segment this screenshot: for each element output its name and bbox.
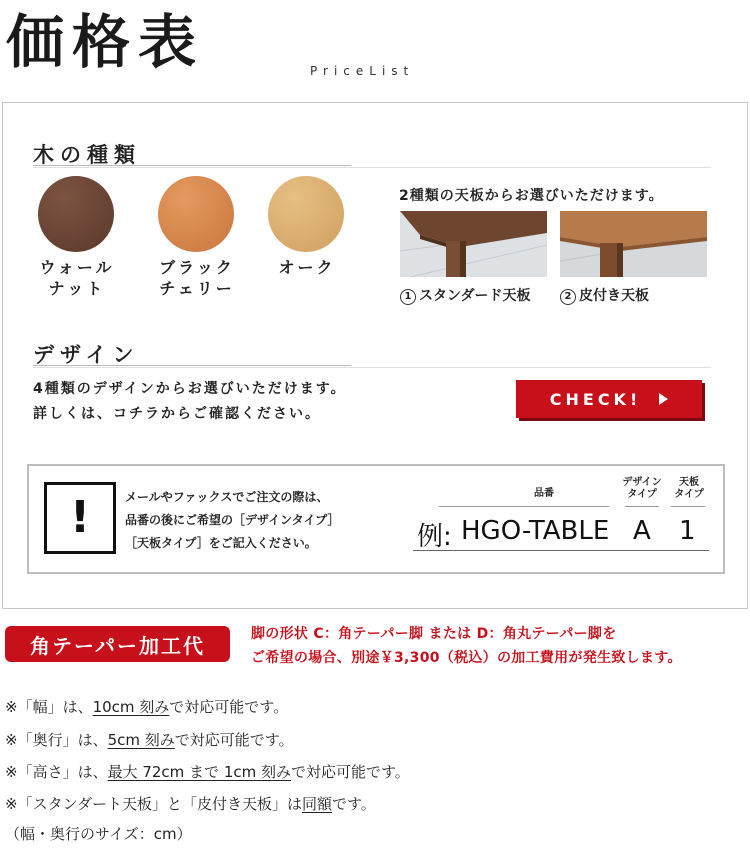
hinban-column-label: 品番 [534, 488, 554, 499]
footnote-depth: ※「奥行」は、5cm 刻みで対応可能です。 [5, 731, 294, 749]
design-heading: デザイン [33, 343, 140, 367]
black-cherry-swatch [158, 176, 234, 252]
walnut-label: ウォール ナット [39, 258, 115, 298]
example-prefix: 例: [417, 522, 452, 552]
bark-top-caption: 2 皮付き天板 [560, 285, 649, 305]
design-description: 4種類のデザインからお選びいただけます。 詳しくは、コチラからご確認ください。 [33, 381, 347, 422]
design-heading-rule-long [33, 367, 711, 368]
number-circle-2: 2 [560, 289, 576, 305]
standard-top-photo [400, 211, 547, 277]
standard-top-image [400, 211, 547, 277]
hinban-bracket [439, 506, 609, 507]
check-design-button[interactable] [516, 380, 702, 418]
design-heading-rule [33, 365, 351, 366]
top-types-note: 2種類の天板からお選びいただけます。 [399, 188, 664, 204]
footnote-same-price: ※「スタンダート天板」と「皮付き天板」は同額です。 [5, 795, 376, 813]
walnut-swatch [38, 176, 114, 252]
footnote-unit: （幅・奥行のサイズ：cm） [5, 825, 192, 843]
taper-fee-badge: 角テーパー加工代 [5, 626, 230, 662]
check-label: CHECK! [549, 389, 642, 409]
exclamation-icon: ! [44, 482, 116, 554]
black-cherry-label: ブラック チェリー [159, 258, 235, 298]
example-design: A [633, 516, 651, 546]
oak-swatch [268, 176, 344, 252]
top-type-bracket [671, 506, 705, 507]
number-circle-1: 1 [400, 289, 416, 305]
design-type-column-label: デザイン タイプ [622, 477, 662, 500]
design-type-bracket [625, 506, 659, 507]
notice-text: メールやファックスでご注文の際は、 品番の後にご希望の［デザインタイプ］ ［天板タイプ］をご記入ください。 [125, 490, 340, 550]
top-type-column-label: 天板 タイプ [674, 477, 704, 500]
page-subtitle: PriceList [310, 64, 415, 78]
page-title: 価格表 [6, 8, 205, 76]
example-top: 1 [679, 516, 696, 546]
footnote-width: ※「幅」は、10cm 刻みで対応可能です。 [5, 698, 289, 716]
wood-heading-rule-long [33, 167, 711, 168]
wood-heading: 木の種類 [33, 143, 141, 167]
wood-heading-rule [33, 165, 351, 166]
standard-top-caption: 1 スタンダード天板 [400, 285, 530, 305]
bark-top-photo [560, 211, 707, 277]
order-notice-box [27, 464, 725, 574]
taper-fee-note: 脚の形状 C：角テーパー脚 または D：角丸テーパー脚を ご希望の場合、別途￥3,300（税込）の加工費用が発生致します。 [251, 626, 682, 666]
play-arrow-icon [659, 393, 668, 405]
bark-top-image [560, 211, 707, 277]
example-underline [413, 550, 709, 551]
oak-label: オーク [278, 258, 336, 277]
example-code: HGO-TABLE [461, 516, 610, 546]
footnote-height: ※「高さ」は、最大 72cm まで 1cm 刻みで対応可能です。 [5, 763, 410, 781]
